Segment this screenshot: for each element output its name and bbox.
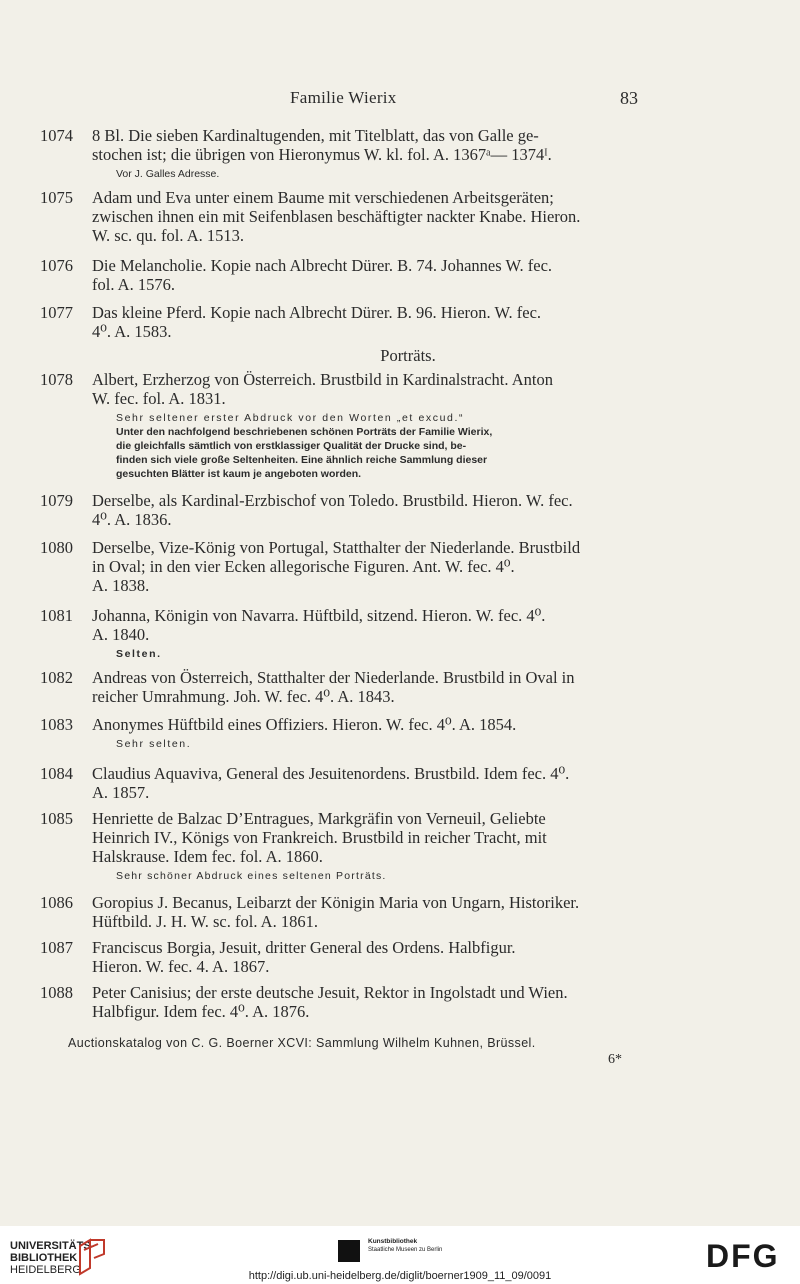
entry-text <box>92 938 652 976</box>
entry-line: Johanna, Königin von Navarra. Hüftbild, sitzend. Hieron. W. fec. 4⁰. <box>92 606 546 625</box>
entry-line: Anonymes Hüftbild eines Offiziers. Hieron. W. fec. 4⁰. A. 1854. <box>92 715 517 734</box>
dfg-logo[interactable]: DFG <box>706 1238 780 1274</box>
entry-number: 1088 <box>40 983 73 1002</box>
section-heading: Porträts. <box>380 346 436 365</box>
entry-line: 8 Bl. Die sieben Kardinaltugenden, mit Titelblatt, das von Galle ge- <box>92 126 539 145</box>
entry-line: Halbfigur. Idem fec. 4⁰. A. 1876. <box>92 1002 310 1021</box>
catalog-entry <box>40 983 660 1021</box>
entry-line: 4⁰. A. 1836. <box>92 510 172 529</box>
entry-text <box>92 606 652 644</box>
collection-notice <box>116 425 672 481</box>
catalog-entry <box>40 303 660 341</box>
entry-line: in Oval; in den vier Ecken allegorische Figuren. Ant. W. fec. 4⁰. <box>92 557 515 576</box>
entry-line: Andreas von Österreich, Statthalter der Niederlande. Brustbild in Oval in <box>92 668 575 687</box>
entry-line: Derselbe, Vize-König von Portugal, Statthalter der Niederlande. Brustbild <box>92 538 581 557</box>
entry-line: 4⁰. A. 1583. <box>92 322 172 341</box>
entry-line: W. fec. fol. A. 1831. <box>92 389 226 408</box>
catalog-entry <box>40 809 660 883</box>
entry-line: Halskrause. Idem fec. fol. A. 1860. <box>92 847 323 866</box>
entry-line: stochen ist; die übrigen von Hieronymus W. kl. fol. A. 1367ᵃ— 1374ᴵ. <box>92 145 552 164</box>
entry-line: Heinrich IV., Königs von Frankreich. Brustbild in reicher Tracht, mit <box>92 828 547 847</box>
notice-line: Unter den nachfolgend beschriebenen schönen Porträts der Familie Wierix, <box>116 426 493 438</box>
entry-line: Hüftbild. J. H. W. sc. fol. A. 1861. <box>92 912 318 931</box>
entry-text <box>92 256 652 294</box>
entry-line: Adam und Eva unter einem Baume mit verschiedenen Arbeitsgeräten; <box>92 188 554 207</box>
digitization-bar <box>0 1226 800 1284</box>
page-header <box>0 88 800 112</box>
entry-line: Peter Canisius; der erste deutsche Jesuit, Rektor in Ingolstadt und Wien. <box>92 983 568 1002</box>
entry-line: Claudius Aquaviva, General des Jesuitenordens. Brustbild. Idem fec. 4⁰. <box>92 764 570 783</box>
entry-line: Die Melancholie. Kopie nach Albrecht Dürer. B. 74. Johannes W. fec. <box>92 256 553 275</box>
catalog-entry <box>40 126 660 181</box>
entry-text <box>92 126 652 164</box>
entry-number: 1085 <box>40 809 73 828</box>
entry-number: 1074 <box>40 126 73 145</box>
entry-text <box>92 370 652 408</box>
catalog-entry <box>40 606 660 661</box>
entry-line: Henriette de Balzac D’Entragues, Markgräfin von Verneuil, Geliebte <box>92 809 546 828</box>
entry-note: Vor J. Galles Adresse. <box>116 168 220 180</box>
entry-number: 1075 <box>40 188 73 207</box>
entry-line: Goropius J. Becanus, Leibarzt der Königin Maria von Ungarn, Historiker. <box>92 893 580 912</box>
entry-text <box>92 764 652 802</box>
catalog-footer: Auctionskatalog von C. G. Boerner XCVI: Sammlung Wilhelm Kuhnen, Brüssel. <box>68 1036 536 1050</box>
entry-number: 1079 <box>40 491 73 510</box>
entry-number: 1081 <box>40 606 73 625</box>
running-title: Familie Wierix <box>290 88 397 107</box>
entry-text <box>92 715 652 734</box>
entry-number: 1086 <box>40 893 73 912</box>
entry-line: Albert, Erzherzog von Österreich. Brustbild in Kardinalstracht. Anton <box>92 370 553 389</box>
entry-text <box>92 303 652 341</box>
entry-line: Derselbe, als Kardinal-Erzbischof von Toledo. Brustbild. Hieron. W. fec. <box>92 491 573 510</box>
entry-line: A. 1857. <box>92 783 150 802</box>
entry-number: 1080 <box>40 538 73 557</box>
notice-line: gesuchten Blätter ist kaum je angeboten worden. <box>116 468 362 480</box>
catalog-entry <box>40 491 660 529</box>
catalog-entry <box>40 764 660 802</box>
entry-number: 1076 <box>40 256 73 275</box>
catalog-entry <box>40 893 660 931</box>
university-library-label[interactable]: UNIVERSITÄTS- BIBLIOTHEK HEIDELBERG <box>10 1240 95 1276</box>
notice-line: die gleichfalls sämtlich von erstklassiger Qualität der Drucke sind, be- <box>116 440 467 452</box>
entry-line: Hieron. W. fec. 4. A. 1867. <box>92 957 270 976</box>
entry-line: reicher Umrahmung. Joh. W. fec. 4⁰. A. 1843. <box>92 687 395 706</box>
signature-mark: 6* <box>608 1052 622 1067</box>
ksb-title: Kunstbibliothek <box>368 1238 418 1245</box>
entry-text <box>92 809 652 866</box>
catalog-entry <box>40 668 660 706</box>
entry-text <box>92 893 652 931</box>
entry-line: Franciscus Borgia, Jesuit, dritter General des Ordens. Halbfigur. <box>92 938 516 957</box>
entry-number: 1082 <box>40 668 73 687</box>
entry-text <box>92 188 652 245</box>
kunstbibliothek-icon <box>338 1240 360 1262</box>
permalink-url[interactable]: http://digi.ub.uni-heidelberg.de/diglit/boerner1909_11_09/0091 <box>248 1270 552 1282</box>
entry-line: fol. A. 1576. <box>92 275 175 294</box>
catalog-entry <box>40 370 660 481</box>
entry-note: Sehr selten. <box>116 738 192 750</box>
ksb-subtitle: Staatliche Museen zu Berlin <box>368 1247 443 1253</box>
entry-note: Selten. <box>116 648 162 660</box>
catalog-entry <box>40 538 660 595</box>
catalog-entry <box>40 715 660 751</box>
entry-text <box>92 538 652 595</box>
entry-note: Sehr seltener erster Abdruck vor den Worten „et excud.“ <box>116 412 465 424</box>
entry-number: 1078 <box>40 370 73 389</box>
entry-line: A. 1840. <box>92 625 150 644</box>
entry-number: 1077 <box>40 303 73 322</box>
notice-line: finden sich viele große Seltenheiten. Eine ähnlich reiche Sammlung dieser <box>116 454 488 466</box>
catalog-entry <box>40 188 660 245</box>
entry-line: A. 1838. <box>92 576 150 595</box>
entry-note: Sehr schöner Abdruck eines seltenen Porträts. <box>116 870 387 882</box>
entry-number: 1083 <box>40 715 73 734</box>
entry-text <box>92 983 652 1021</box>
entry-line: W. sc. qu. fol. A. 1513. <box>92 226 245 245</box>
entry-line: zwischen ihnen ein mit Seifenblasen beschäftigter nackter Knabe. Hieron. <box>92 207 581 226</box>
catalog-entry <box>40 256 660 294</box>
entry-text <box>92 491 652 529</box>
catalog-entry <box>40 938 660 976</box>
entry-number: 1084 <box>40 764 73 783</box>
entry-line: Das kleine Pferd. Kopie nach Albrecht Dürer. B. 96. Hieron. W. fec. <box>92 303 542 322</box>
entry-text <box>92 668 652 706</box>
entry-number: 1087 <box>40 938 73 957</box>
page-number: 83 <box>620 88 638 108</box>
kunstbibliothek-logo[interactable] <box>338 1238 478 1264</box>
